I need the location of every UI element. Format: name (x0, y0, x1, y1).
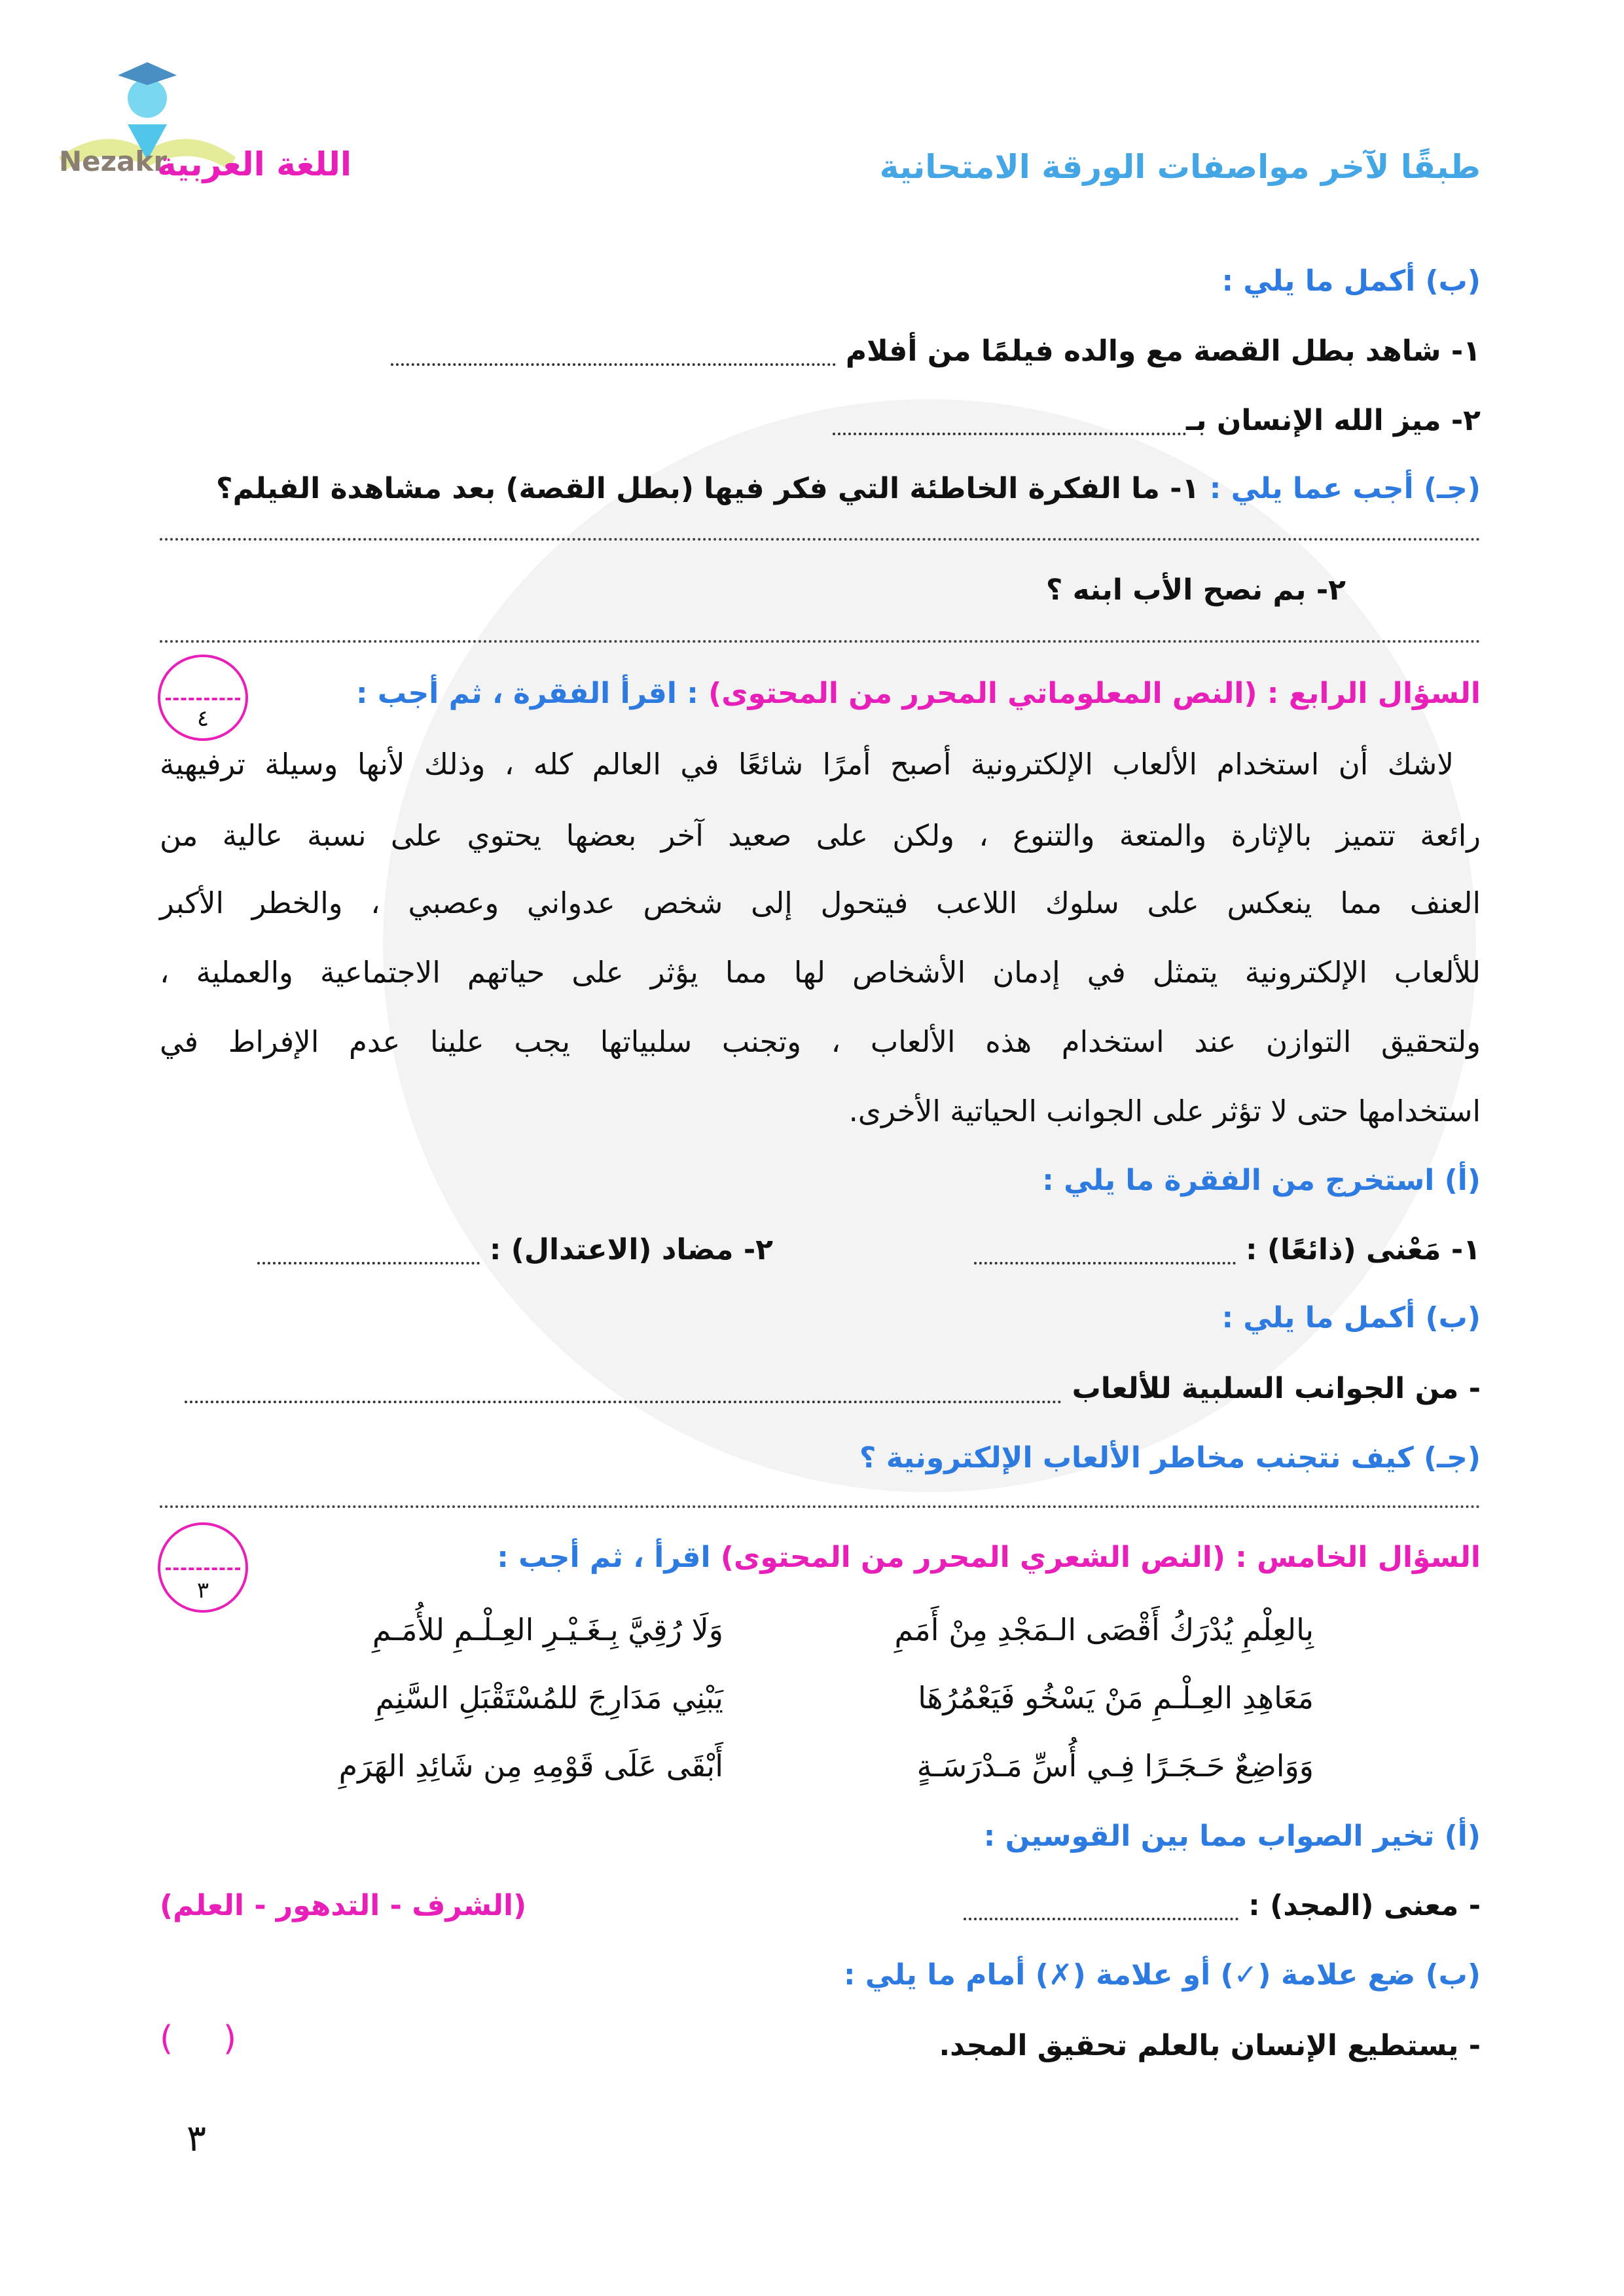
verse-right: وَوَاضِعٌ حَـجَـرًا فِـي أُسِّ مَـدْرَسَـةٍ (916, 1748, 1314, 1784)
complete-item: - من الجوانب السلبية للألعاب (185, 1366, 1481, 1412)
fill-item-1: ١- شاهد بطل القصة مع والده فيلمًا من أفلام (391, 329, 1481, 374)
extract-item-1: ١- مَعْنى (ذائعًا) : (974, 1227, 1481, 1273)
answer-item-1: (جـ) أجب عما يلي : ١- ما الفكرة الخاطئة التي فكر فيها (بطل القصة) بعد مشاهدة الفيلم؟ (216, 472, 1481, 505)
section-a-label: (أ) تخير الصواب مما بين القوسين : (983, 1820, 1481, 1853)
answer-blank[interactable] (964, 1894, 1238, 1920)
extract-item-2: ٢- مضاد (الاعتدال) : (257, 1227, 773, 1273)
answer-item-2: ٢- بم نصح الأب ابنه ؟ (1045, 573, 1346, 607)
fill-item-2: ٢- ميز الله الإنسان بـ (833, 398, 1481, 444)
answer-options: (الشرف - التدهور - العلم) (160, 1889, 527, 1922)
answer-line[interactable] (160, 538, 1481, 541)
score-circle: ٤ (158, 655, 248, 741)
answer-blank[interactable] (391, 340, 836, 366)
answer-blank[interactable] (974, 1238, 1236, 1265)
choose-item: - معنى (المجد) : (964, 1883, 1481, 1929)
paragraph-line: ولتحقيق التوازن عند استخدام هذه الألعاب ، وتجنب سلبياتها يجب علينا عدم الإفراط في (160, 1024, 1481, 1059)
section-divider (160, 640, 1481, 643)
section-divider (160, 1505, 1481, 1508)
section-b-label: (ب) ضع علامة (✓) أو علامة (✗) أمام ما يلي : (843, 1958, 1481, 1992)
answer-blank[interactable] (185, 1377, 1062, 1403)
verse-left: يَبْنِي مَدَارِجَ للمُسْتَقْبَلِ السَّنِمِ (375, 1680, 723, 1715)
paragraph-line: العنف مما ينعكس على سلوك اللاعب فيتحول إلى شخص عدواني وعصبي ، والخطر الأكبر (160, 886, 1481, 920)
score-circle: ٣ (158, 1522, 248, 1613)
paragraph-line: استخدامها حتى لا تؤثر على الجوانب الحياتية الأخرى. (848, 1094, 1481, 1128)
verse-right: مَعَاهِدِ العِـلْـمِ مَنْ يَسْخُو فَيَعْمُرُهَا (918, 1680, 1314, 1715)
section-a-label: (أ) استخرج من الفقرة ما يلي : (1042, 1164, 1481, 1197)
answer-blank[interactable] (257, 1238, 480, 1265)
paragraph-line: رائعة تتميز بالإثارة والمتعة والتنوع ، ولكن على صعيد آخر بعضها يحتوي على نسبة عالية من (160, 818, 1481, 853)
paragraph-line: لاشك أن استخدام الألعاب الإلكترونية أصبح أمرًا شائعًا في العالم كله ، وذلك لأنها وسيلة ترفيهية (160, 747, 1454, 781)
section-c-question: (جـ) كيف نتجنب مخاطر الألعاب الإلكترونية ؟ (859, 1441, 1481, 1475)
section-b-label: (ب) أكمل ما يلي : (1221, 264, 1481, 298)
subject-title: اللغة العربية (157, 145, 352, 183)
section-b-label: (ب) أكمل ما يلي : (1221, 1301, 1481, 1335)
verse-left: وَلَا رُقِيَّ بِـغَـيْـرِ العِـلْـمِ للأُمَـمِ (372, 1612, 723, 1647)
paragraph-line: للألعاب الإلكترونية يتمثل في إدمان الأشخاص لها مما يؤثر على حياتهم الاجتماعية والعملية ، (160, 955, 1481, 990)
question-4-heading: السؤال الرابع : (النص المعلوماتي المحرر من المحتوى) : اقرأ الفقرة ، ثم أجب : (356, 677, 1481, 710)
verse-left: أَبْقَى عَلَى قَوْمِهِ مِن شَائِدِ الهَرَمِ (338, 1748, 723, 1784)
true-false-item: - يستطيع الإنسان بالعلم تحقيق المجد. (939, 2029, 1481, 2062)
answer-blank[interactable] (833, 409, 1186, 435)
page-number: ٣ (187, 2117, 207, 2160)
brand-logo-text: Nezakr (59, 145, 168, 177)
answer-parentheses[interactable]: ( ) (160, 2019, 257, 2058)
page-header-title: طبقًا لآخر مواصفات الورقة الامتحانية (879, 148, 1481, 186)
verse-right: بِالعِلْمِ يُدْرَكُ أَقْصَى الـمَجْدِ مِنْ أَمَمِ (894, 1612, 1314, 1647)
question-5-heading: السؤال الخامس : (النص الشعري المحرر من المحتوى) اقرأ ، ثم أجب : (497, 1541, 1481, 1574)
